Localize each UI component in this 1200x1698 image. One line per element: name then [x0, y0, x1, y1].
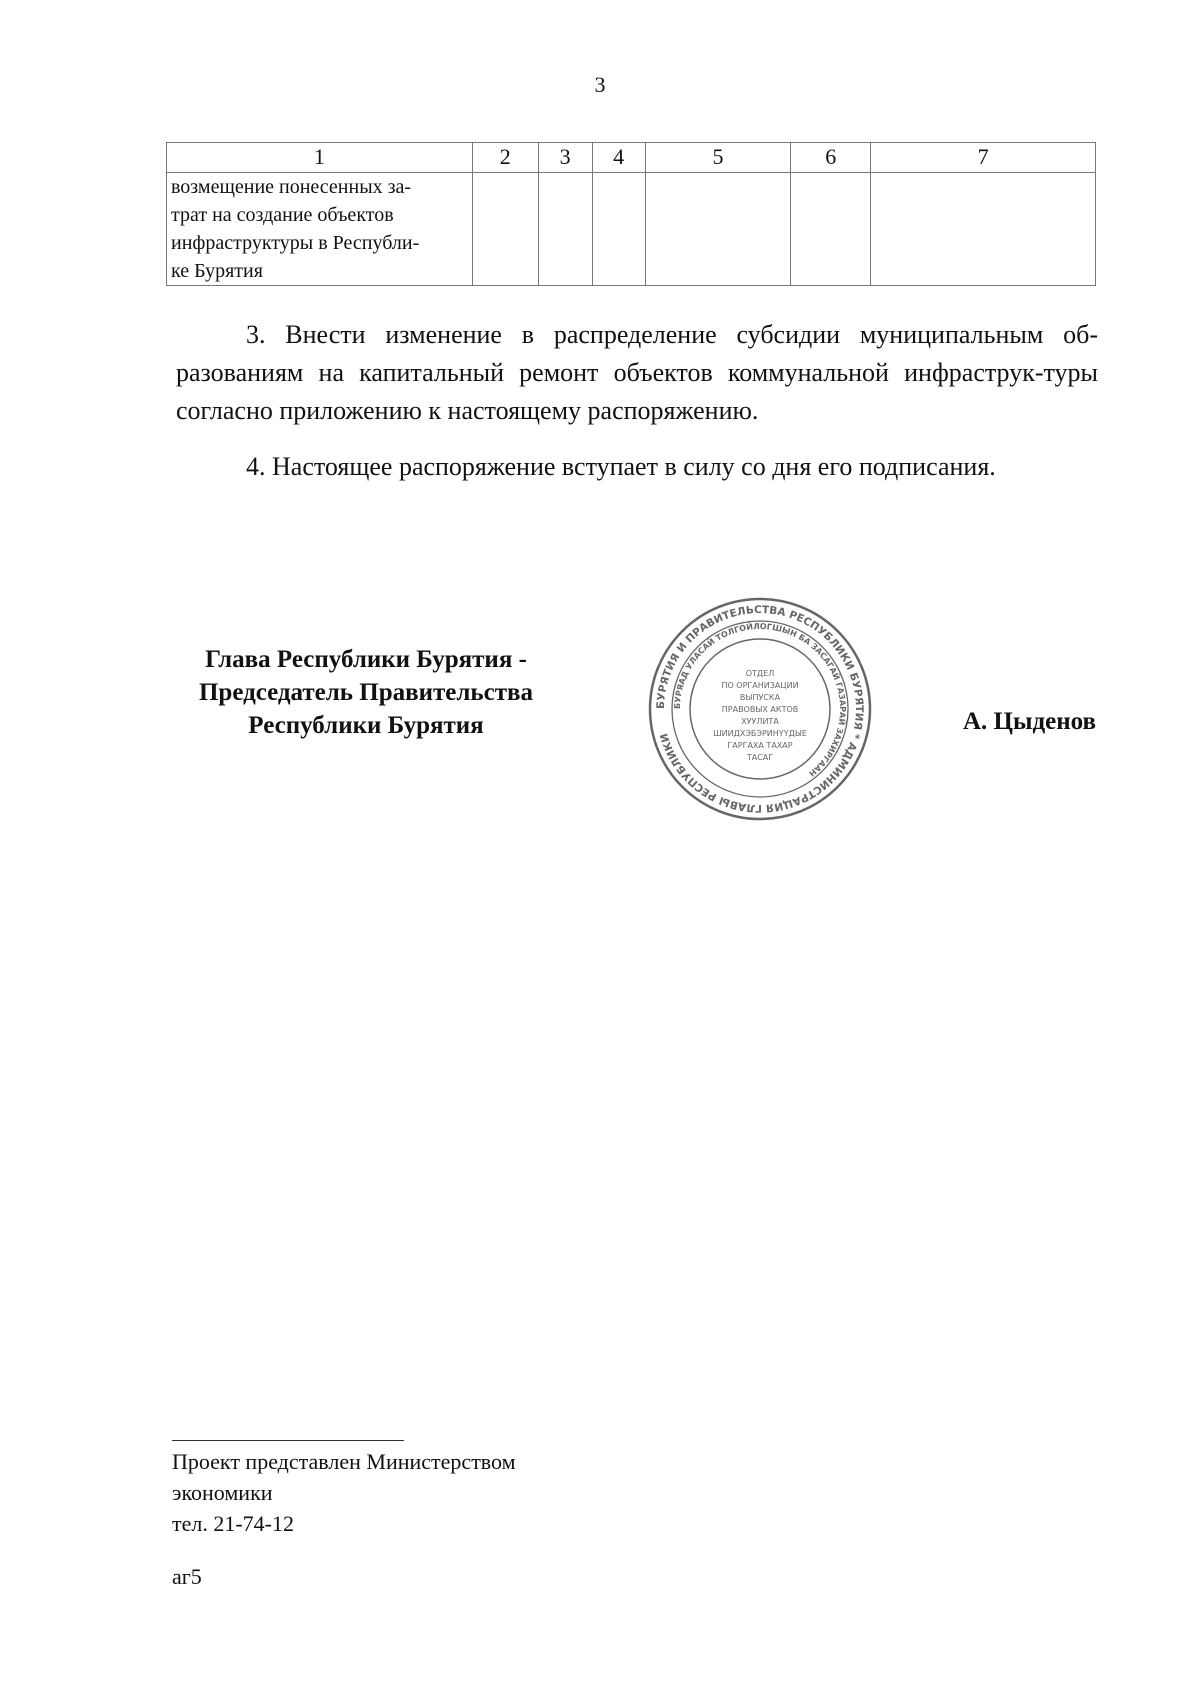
table-cell [592, 173, 645, 286]
page-number: 3 [594, 72, 606, 97]
document-code: аг5 [172, 1564, 202, 1589]
signatory-position-line: Республики Бурятия [248, 712, 484, 739]
column-header: 4 [592, 143, 645, 173]
allocation-table [166, 142, 1096, 286]
seal-center-line: ХУУЛИТА [741, 717, 779, 726]
seal-center-line: ГАРГАХА ТАХАР [727, 741, 793, 750]
signatory-position-line: Председатель Правительства [198, 679, 534, 706]
seal-center-line: ШИИДХЭБЭРИНҮҮДЫЕ [713, 729, 807, 738]
seal-center-line: ВЫПУСКА [739, 693, 781, 702]
footer-line: тел. 21-74-12 [172, 1511, 295, 1536]
seal-center-line: ПО ОРГАНИЗАЦИИ [721, 681, 799, 690]
column-header: 6 [791, 143, 871, 173]
table-cell [871, 173, 1096, 286]
footer-note [172, 1446, 516, 1539]
table-cell [791, 173, 871, 286]
table-header-row [167, 143, 1096, 173]
table-row [167, 173, 1096, 286]
signatory-position [166, 643, 566, 742]
table-cell [472, 173, 538, 286]
column-header: 5 [645, 143, 791, 173]
seal-inner-text: БУРЯАД УЛАСАЙ ТОЛГОЙЛОГШЫН БА ЗАСАГАЙ ГАЗАРАЙ ЗАХИРГААН [672, 621, 847, 779]
column-header: 1 [167, 143, 473, 173]
paragraph-item-3: 3. Внести изменение в распределение субсидии муниципальным об-разованиям на капитальный ремонт объектов коммунальной инфраструк-туры согласно приложению к настоящему распоряжению. [176, 320, 1098, 425]
row-description: возмещение понесенных за- трат на создание объектов инфраструктуры в Республи- ке Бурятия [167, 173, 473, 286]
seal-outer-text: БУРЯТИЯ И ПРАВИТЕЛЬСТВА РЕСПУБЛИКИ БУРЯТИЯ * АДМИНИСТРАЦИЯ ГЛАВЫ РЕСПУБЛИКИ [654, 603, 866, 815]
seal-center-line: ТАСАГ [746, 753, 774, 762]
footer-line: Проект представлен Министерством [172, 1449, 516, 1474]
table-cell [538, 173, 592, 286]
footer-line: экономики [172, 1480, 273, 1505]
seal-center-line: ОТДЕЛ [745, 669, 775, 678]
table-cell [645, 173, 791, 286]
paragraph-item-4: 4. Настоящее распоряжение вступает в силу со дня его подписания. [246, 452, 996, 481]
column-header: 3 [538, 143, 592, 173]
seal-center-line: ПРАВОВЫХ АКТОВ [721, 705, 799, 714]
footer-divider [172, 1440, 404, 1441]
signatory-position-line: Глава Республики Бурятия - [205, 646, 527, 673]
official-seal [645, 594, 875, 824]
signatory-name: А. Цыденов [962, 708, 1096, 735]
column-header: 7 [871, 143, 1096, 173]
column-header: 2 [472, 143, 538, 173]
